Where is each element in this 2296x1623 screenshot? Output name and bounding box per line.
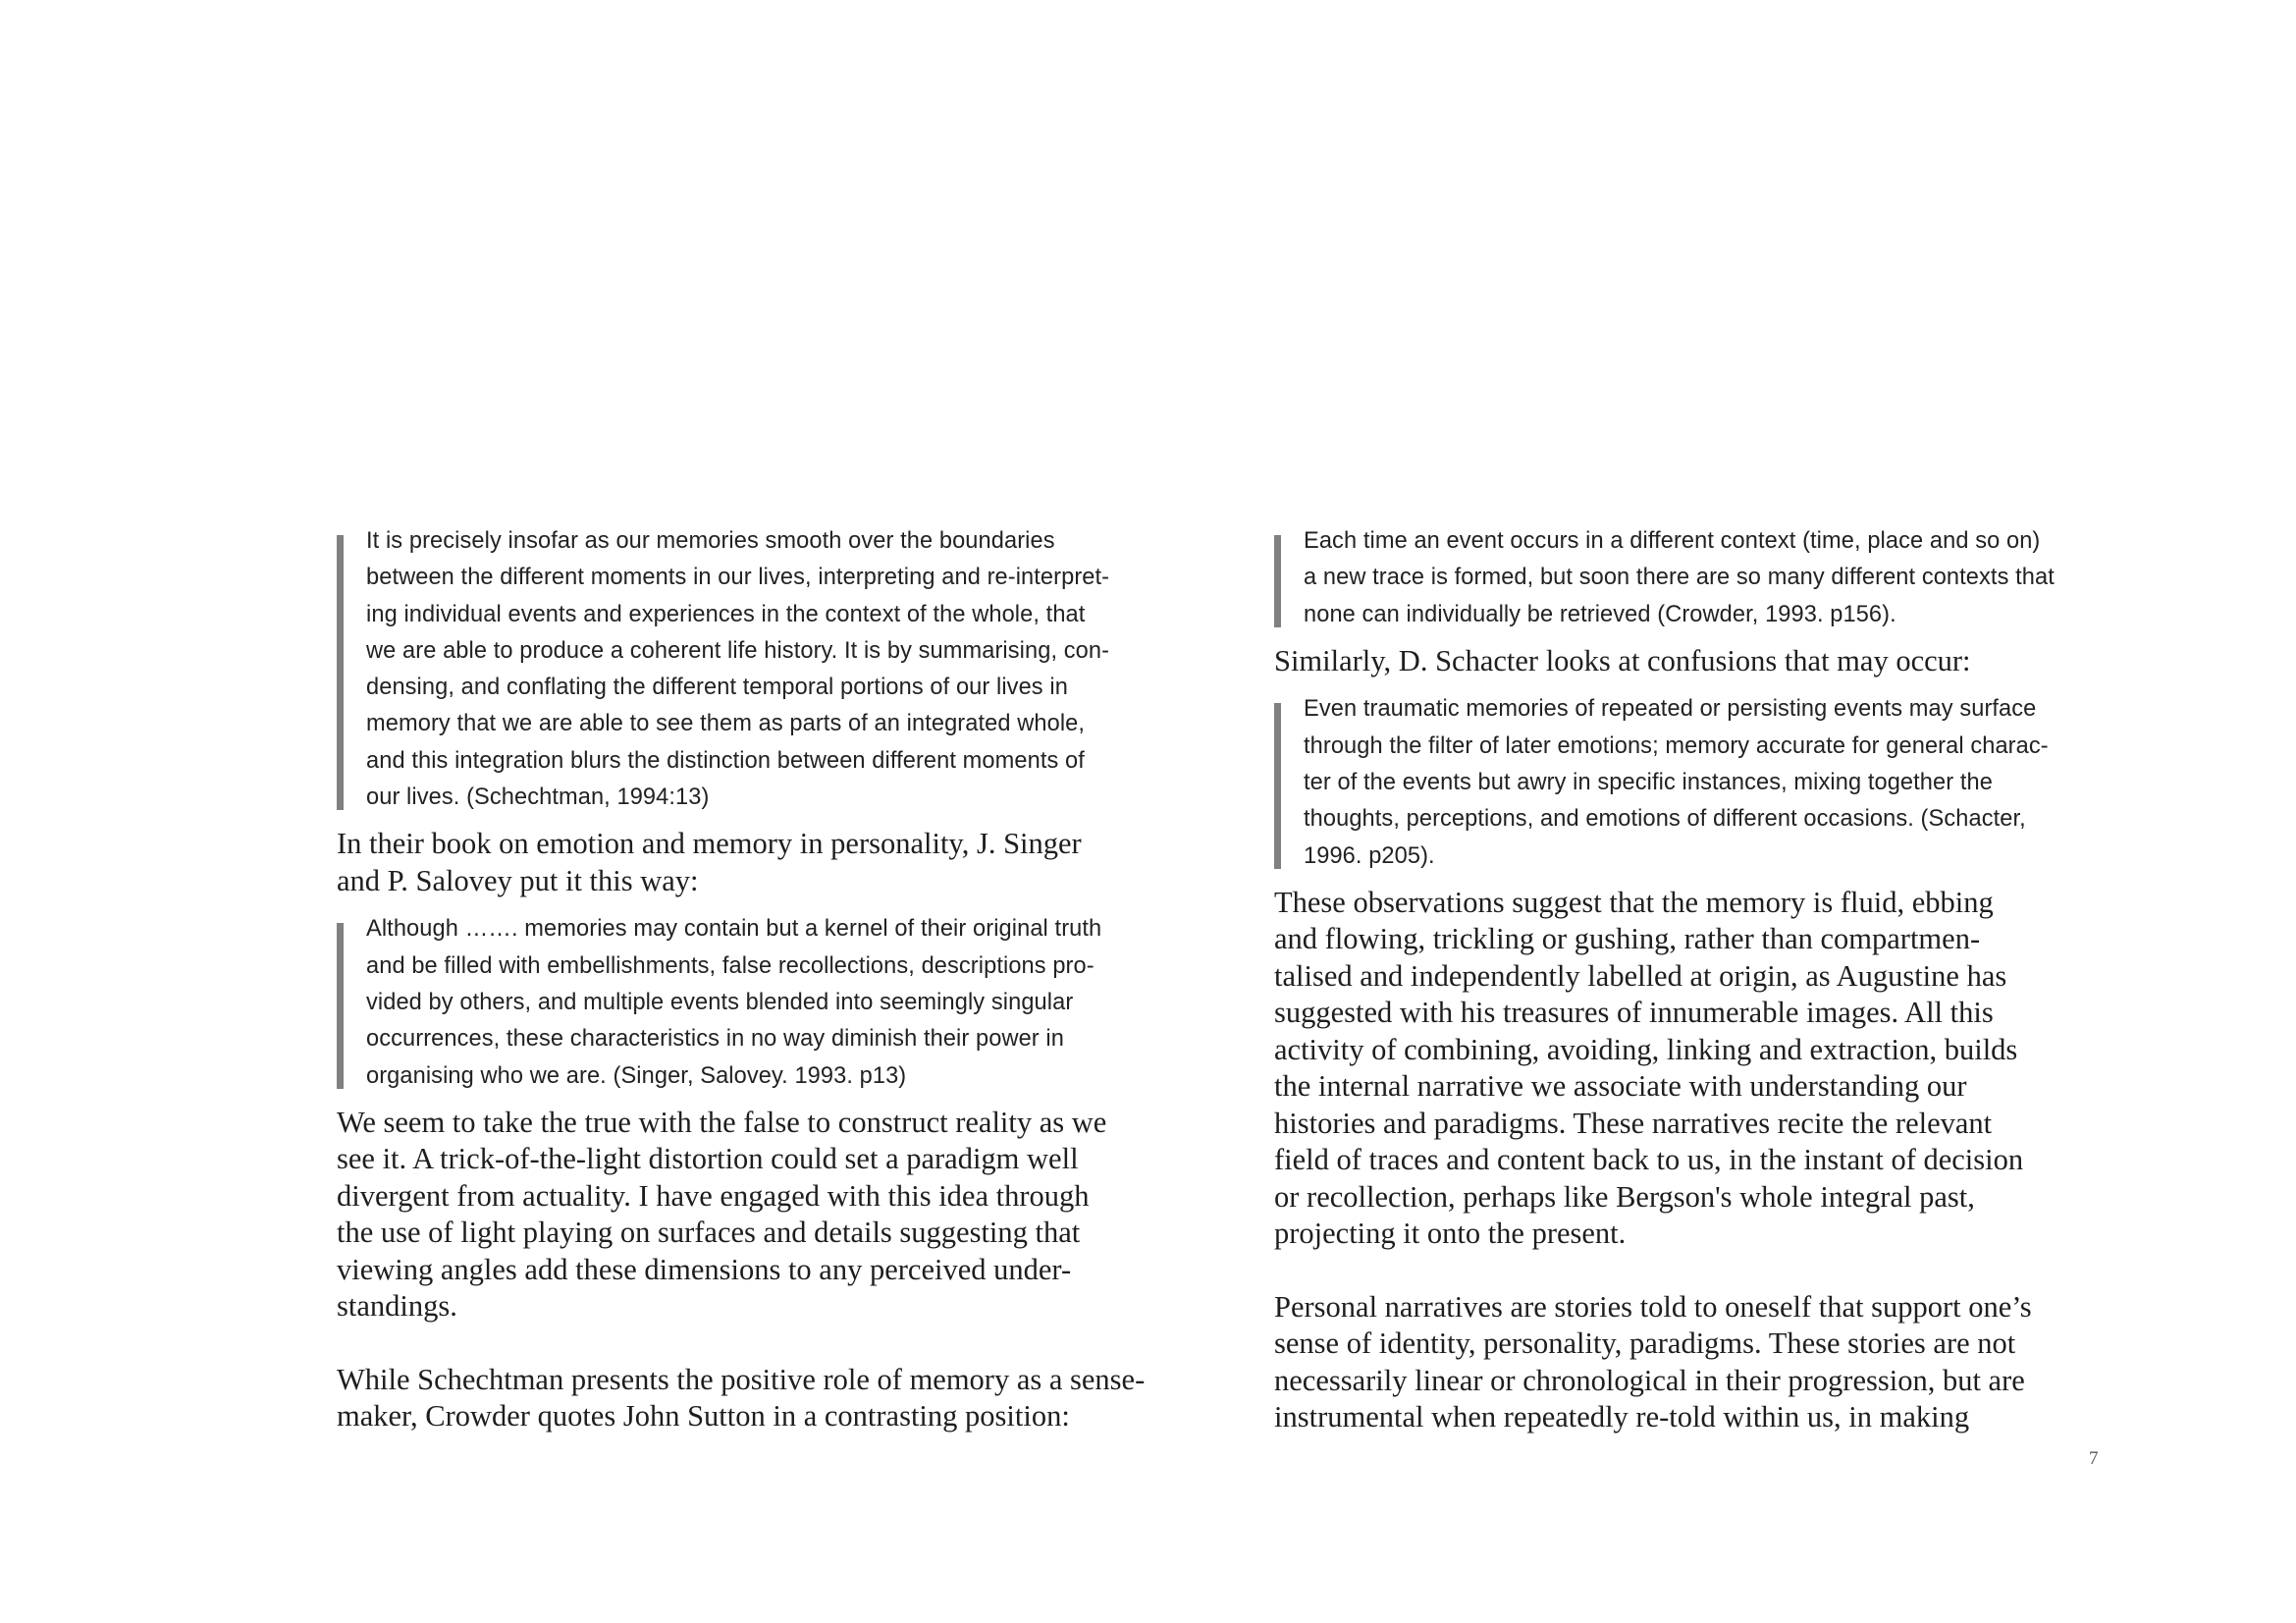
quote-bar xyxy=(337,923,344,1088)
block-quote-singer xyxy=(337,911,1171,1094)
quote-text: Although ……. memories may contain but a kernel of their original truth and be filled with embellishments, false recollections, descriptions pro- vided by others, and multiple events blended into seemingly singular occurrences, these characteristics in no way diminish their power in organising who we are. (Singer, Salovey. 1993. p13) xyxy=(366,916,1102,1089)
quote-text: Even traumatic memories of repeated or persisting events may surface through the filter of later emotions; memory accurate for general charac- ter of the events but awry in specific instances, mixing together the thoughts, perceptions, and emotions of different occasions. (Schacter, 1996. p205). xyxy=(1304,696,2049,869)
paragraph-narratives: Personal narratives are stories told to oneself that support one’s sense of identity, personality, paradigms. These stories are not necessarily linear or chronological in their progression, but are instrumental when repeatedly re-told within us, in making xyxy=(1274,1289,2032,1434)
quote-bar xyxy=(1274,703,1281,868)
block-quote-schechtman xyxy=(337,523,1171,816)
paragraph-observations: These observations suggest that the memory is fluid, ebbing and flowing, trickling or gushing, rather than compartmen- talised and independently labelled at origin, as Augustine has suggested with his treasures of innumerable images. All this activity of combining, avoiding, linking and extraction, builds the internal narrative we associate with understanding our histories and paradigms. These narratives recite the relevant field of traces and content back to us, in the instant of decision or recollection, perhaps like Bergson's whole integral past, projecting it onto the present. xyxy=(1274,885,2024,1251)
paragraph-singer-intro: In their book on emotion and memory in personality, J. Singer and P. Salovey put it this way: xyxy=(337,827,1082,897)
right-column xyxy=(1274,523,2118,1436)
quote-text: Each time an event occurs in a different context (time, place and so on) a new trace is formed, but soon there are so many different contexts that none can individually be retrieved (Crowder, 1993. p156). xyxy=(1304,528,2055,627)
quote-bar xyxy=(337,535,344,810)
paragraph-true-false: We seem to take the true with the false to construct reality as we see it. A trick-of-the-light distortion could set a paradigm well divergent from actuality. I have engaged with this idea through the use of light playing on surfaces and details suggesting that viewing angles add these dimensions to any perceived under- standings. xyxy=(337,1105,1107,1324)
page-number: 7 xyxy=(2089,1448,2099,1469)
paragraph-crowder-intro: While Schechtman presents the positive role of memory as a sense- maker, Crowder quotes John Sutton in a contrasting position: xyxy=(337,1362,1146,1434)
quote-text: It is precisely insofar as our memories smooth over the boundaries between the different moments in our lives, interpreting and re-interpret- ing individual events and experiences in the context of the whole, that we are able to produce a coherent life history. It is by summarising, con- densing, and conflating the different temporal portions of our lives in memory that we are able to see them as parts of an integrated whole, and this integration blurs the distinction between different moments of our lives. (Schechtman, 1994:13) xyxy=(366,528,1110,811)
paragraph-schacter-intro: Similarly, D. Schacter looks at confusions that may occur: xyxy=(1274,643,1971,677)
quote-bar xyxy=(1274,535,1281,627)
block-quote-schacter xyxy=(1274,691,2118,874)
block-quote-crowder xyxy=(1274,523,2118,633)
left-column xyxy=(337,523,1171,1435)
